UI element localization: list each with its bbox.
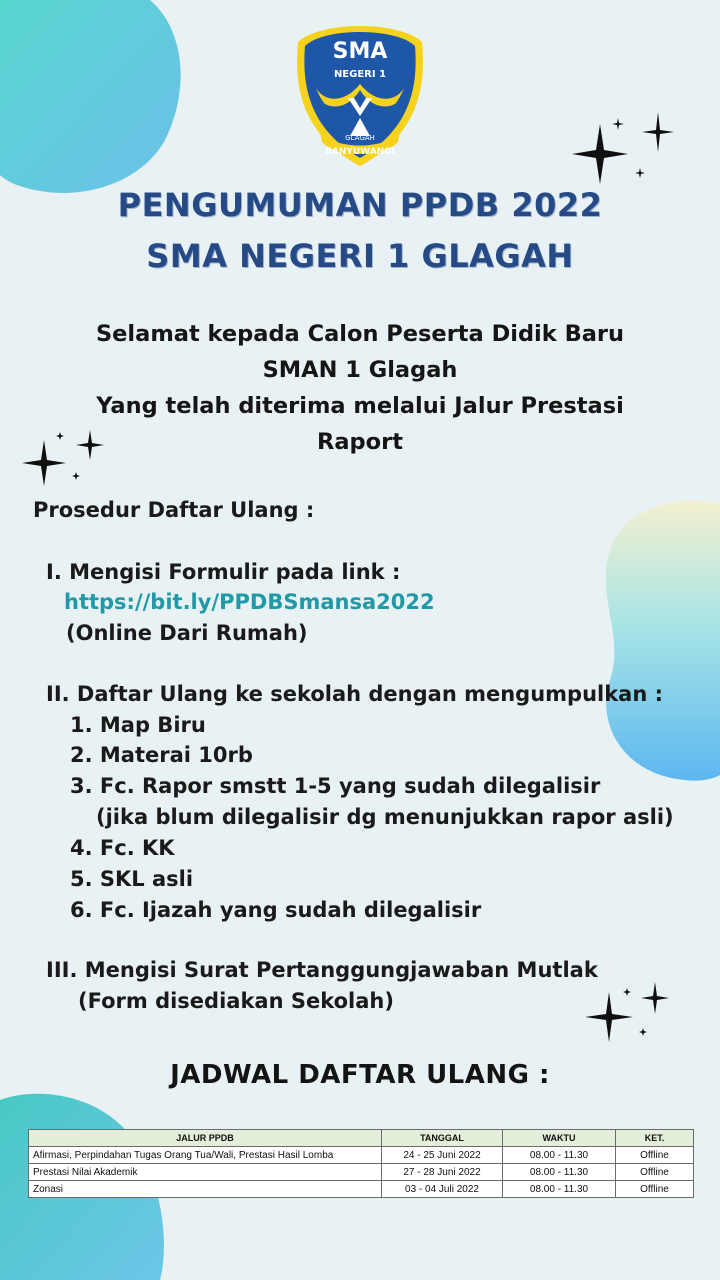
sparkle-bottom-right-icon: [585, 980, 675, 1050]
logo-text-top: SMA: [332, 39, 388, 64]
table-row: [29, 1164, 694, 1181]
step3-label: III. Mengisi Surat Pertanggungjawaban Mutlak: [46, 958, 598, 982]
right-blob: [585, 495, 720, 785]
logo-text-bottom: BANYUWANGI: [325, 147, 395, 157]
list-item: 5. SKL asli: [70, 867, 194, 891]
page-title-line2: SMA NEGERI 1 GLAGAH: [146, 237, 574, 275]
col-header-ket: KET.: [616, 1130, 694, 1147]
list-item-note: (jika blum dilegalisir dg menunjukkan rapor asli): [96, 805, 674, 829]
logo-text-small: GLAGAH: [345, 134, 375, 142]
list-item: 2. Materai 10rb: [70, 743, 253, 767]
cell-tanggal: 27 - 28 Juni 2022: [382, 1164, 503, 1181]
step1-label: I. Mengisi Formulir pada link :: [46, 560, 401, 584]
schedule-heading: JADWAL DAFTAR ULANG :: [170, 1060, 550, 1090]
registration-form-link[interactable]: https://bit.ly/PPDBSmansa2022: [64, 590, 435, 614]
top-left-blob: [0, 0, 190, 200]
table-row: [29, 1147, 694, 1164]
cell-waktu: 08.00 - 11.30: [503, 1147, 616, 1164]
cell-tanggal: 24 - 25 Juni 2022: [382, 1147, 503, 1164]
list-item: 1. Map Biru: [70, 713, 206, 737]
cell-ket: Offline: [616, 1164, 694, 1181]
schedule-table: [28, 1129, 694, 1198]
cell-jalur: Afirmasi, Perpindahan Tugas Orang Tua/Wali, Prestasi Hasil Lomba: [29, 1147, 382, 1164]
col-header-tanggal: TANGGAL: [382, 1130, 503, 1147]
step3-note: (Form disediakan Sekolah): [78, 989, 394, 1013]
step2-label: II. Daftar Ulang ke sekolah dengan mengumpulkan :: [46, 682, 664, 706]
cell-tanggal: 03 - 04 Juli 2022: [382, 1181, 503, 1198]
welcome-line3: Yang telah diterima melalui Jalur Prestasi: [96, 393, 624, 419]
sparkle-top-right-icon: [570, 110, 680, 190]
table-header-row: [29, 1130, 694, 1147]
procedure-heading: Prosedur Daftar Ulang :: [33, 498, 315, 522]
logo-text-mid: NEGERI 1: [333, 69, 387, 80]
welcome-line4: Raport: [317, 429, 403, 455]
page-title-line1: PENGUMUMAN PPDB 2022: [117, 186, 603, 224]
cell-jalur: Zonasi: [29, 1181, 382, 1198]
welcome-line2: SMAN 1 Glagah: [262, 357, 458, 383]
cell-ket: Offline: [616, 1147, 694, 1164]
col-header-waktu: WAKTU: [503, 1130, 616, 1147]
welcome-line1: Selamat kepada Calon Peserta Didik Baru: [95, 321, 625, 347]
col-header-jalur: JALUR PPDB: [29, 1130, 382, 1147]
cell-waktu: 08.00 - 11.30: [503, 1181, 616, 1198]
table-row: [29, 1181, 694, 1198]
step1-note: (Online Dari Rumah): [66, 621, 308, 645]
list-item: 3. Fc. Rapor smstt 1-5 yang sudah dilegalisir: [70, 774, 601, 798]
cell-waktu: 08.00 - 11.30: [503, 1164, 616, 1181]
school-logo: [294, 24, 426, 168]
list-item: 4. Fc. KK: [70, 836, 175, 860]
cell-jalur: Prestasi Nilai Akademik: [29, 1164, 382, 1181]
list-item: 6. Fc. Ijazah yang sudah dilegalisir: [70, 898, 482, 922]
cell-ket: Offline: [616, 1181, 694, 1198]
